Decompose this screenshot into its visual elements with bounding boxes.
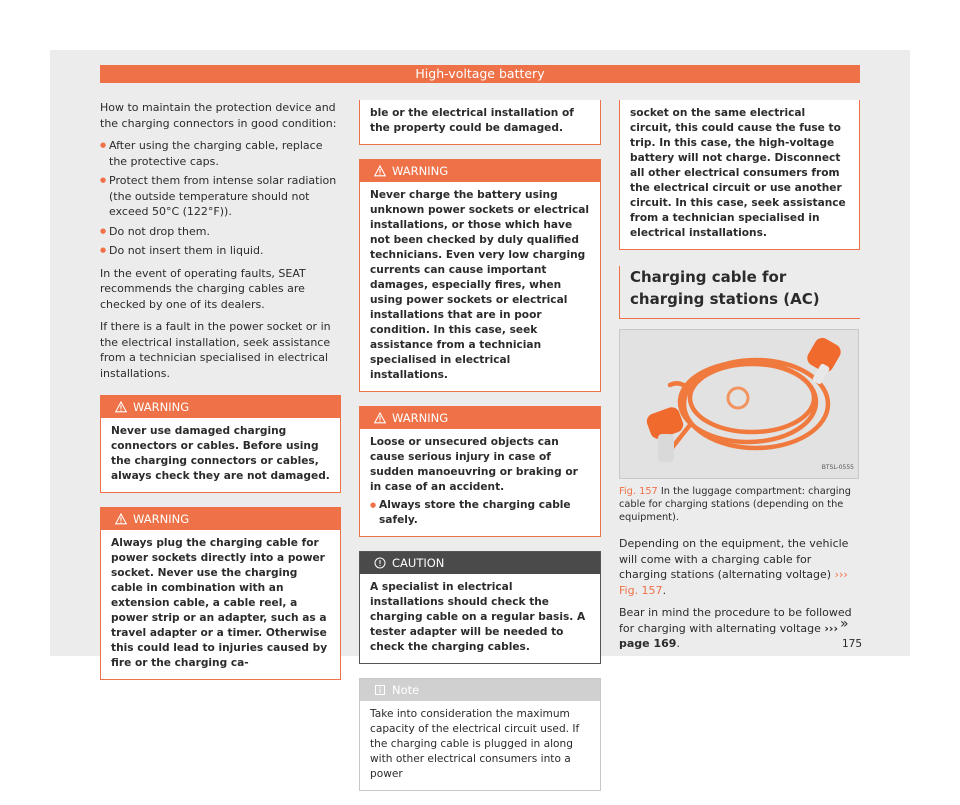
note-text: Take into consideration the maximum capacity of the electrical circuit used. If the charging cable is plugged in along with other electrical consumers into a power	[370, 708, 580, 780]
page-reference-link[interactable]: ››› page 169	[619, 621, 838, 650]
paragraph-text: Bear in mind the procedure to be followed for charging with alternating voltage	[619, 606, 852, 635]
warning-body	[360, 429, 600, 536]
warning-label: WARNING	[392, 164, 449, 178]
warning-label: WARNING	[392, 411, 449, 425]
charging-cable-illustration	[620, 330, 859, 479]
caption-text: In the luggage compartment: charging cable for charging stations (depending on the equipment).	[619, 486, 851, 523]
column-3	[619, 100, 863, 659]
warning-text: ble or the electrical installation of the property could be damaged.	[370, 107, 574, 134]
list-item: ● Do not drop them.	[100, 224, 341, 240]
equipment-paragraph: Depending on the equipment, the vehicle will come with a charging cable for charging stations (alternating voltage) ››› Fig. 157.	[619, 537, 849, 597]
intro-paragraph: How to maintain the protection device and the charging connectors in good condition:	[100, 101, 337, 130]
warning-triangle-icon	[374, 412, 386, 424]
paragraph-text: Depending on the equipment, the vehicle will come with a charging cable for charging stations (alternating voltage)	[619, 537, 849, 581]
figure-reference-link[interactable]: ››› Fig. 157	[619, 568, 848, 597]
warning-header	[360, 407, 600, 429]
warning-box	[100, 507, 341, 680]
list-item: ● Protect them from intense solar radiation (the outside temperature should not exceed 50°C (122°F)).	[100, 173, 341, 220]
figure-caption	[619, 485, 860, 524]
list-item: ● After using the charging cable, replace the protective caps.	[100, 138, 341, 169]
continue-mark: »	[840, 616, 849, 632]
info-circle-icon	[374, 557, 386, 569]
warning-box	[359, 406, 601, 537]
warning-triangle-icon	[115, 401, 127, 413]
warning-text: Never charge the battery using unknown power sockets or electrical installations, or those which have not been checked by duly qualified technicians. Even very low charging currents can cause important damages, especially fires, when using power sockets or electrical installations that are in poor condition. In this case, seek assistance from a technician specialised in electrical installations.	[370, 189, 590, 381]
warning-triangle-icon	[374, 165, 386, 177]
note-box	[359, 678, 601, 791]
page-number: 175	[842, 638, 863, 650]
caution-box	[359, 551, 601, 664]
list-item: ● Always store the charging cable safely.	[370, 498, 590, 528]
column-2	[359, 100, 601, 805]
section-header: High-voltage battery	[100, 65, 860, 83]
warning-text: Always plug the charging cable for power sockets directly into a power socket. Never use the charging cable in combination with an extension cable, a cable reel, a power strip or an adapter, such as a travel adapter or a timer. Otherwise this could lead to injuries caused by fire or the charging ca-	[111, 537, 328, 669]
fault-paragraph: If there is a fault in the power socket or in the electrical installation, seek assistance from a technician specialised in electrical installations.	[100, 320, 331, 380]
warning-box	[100, 395, 341, 493]
warning-header	[360, 160, 600, 182]
note-label: Note	[392, 683, 420, 697]
warning-box	[359, 159, 601, 392]
figure-code: BTSL-0555	[821, 463, 854, 471]
note-text: socket on the same electrical circuit, this could cause the fuse to trip. In this case, the high-voltage battery will not charge. Disconnect all other electrical consumers from the electrical circuit or use another circuit. In this case, seek assistance from a technician specialised in electrical installations.	[630, 107, 846, 239]
warning-header	[101, 396, 340, 418]
dealer-paragraph: In the event of operating faults, SEAT recommends the charging cables are checked by one of its dealers.	[100, 266, 306, 311]
list-item: ● Do not insert them in liquid.	[100, 243, 341, 259]
caution-header	[360, 552, 600, 574]
caution-text: A specialist in electrical installations should check the charging cable on a regular basis. A tester adapter will be needed to check the charging cables.	[370, 581, 586, 653]
warning-label: WARNING	[133, 400, 190, 414]
warning-label: WARNING	[133, 512, 190, 526]
warning-text: Loose or unsecured objects can cause serious injury in case of sudden manoeuvring or braking or in case of an accident.	[370, 436, 578, 493]
section-heading: Charging cable for charging stations (AC)	[619, 266, 860, 319]
warning-header	[101, 508, 340, 530]
figure-number: Fig. 157	[619, 486, 658, 497]
note-header	[360, 679, 600, 701]
warning-text: Never use damaged charging connectors or cables. Before using the charging connectors or cables, always check they are not damaged.	[111, 425, 330, 482]
column-1	[100, 100, 341, 694]
note-continuation	[619, 100, 860, 250]
procedure-paragraph: Bear in mind the procedure to be followed for charging with alternating voltage ››› page 169.	[619, 606, 852, 650]
charging-cable-figure	[619, 329, 859, 479]
warning-triangle-icon	[115, 513, 127, 525]
warning-continuation	[359, 100, 601, 145]
note-icon	[374, 684, 386, 696]
caution-label: CAUTION	[392, 556, 445, 570]
